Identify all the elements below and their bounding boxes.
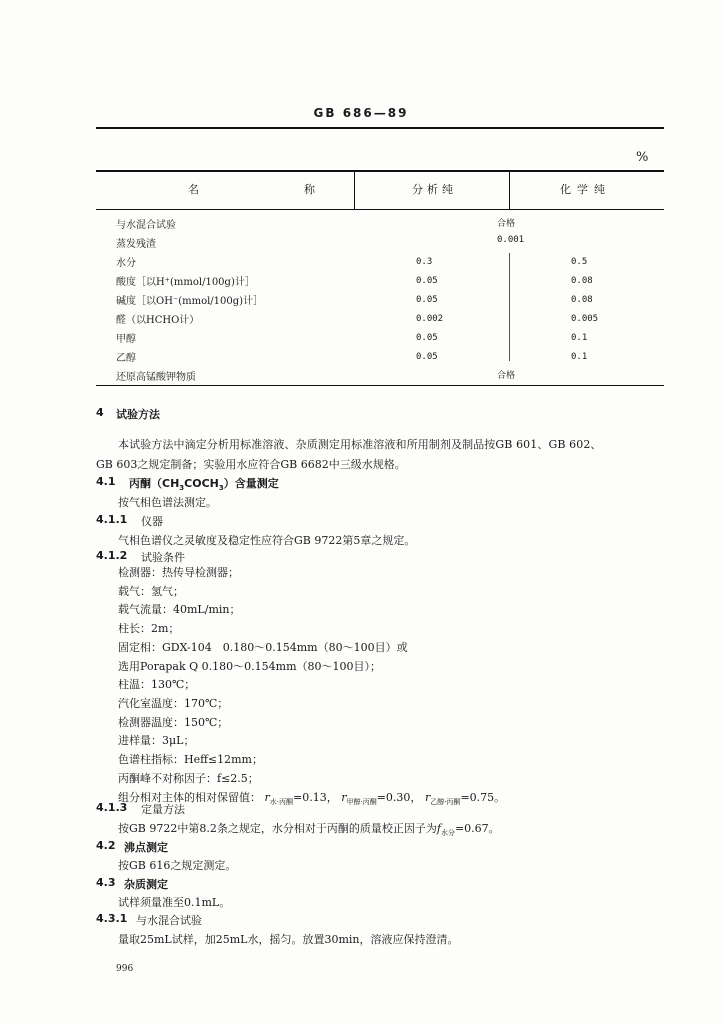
test-condition-item: 载气流量：40mL/min；	[118, 603, 241, 616]
section-4-2-title: 沸点测定	[124, 841, 168, 854]
test-condition-item: 进样量：3μL；	[118, 734, 195, 747]
table-header-name: 名 称	[188, 183, 333, 196]
table-row-name: 水分	[116, 258, 136, 269]
table-row-name: 乙醇	[116, 353, 136, 364]
table-row-merged-value: 合格	[497, 219, 516, 229]
relative-retention-line: 组分相对主体的相对保留值： $r_{水\cdot 丙酮}=0.13$， $r_{甲醇\cdot 丙酮}=0.30$， $r_{乙醇\cdot 丙酮}=0.75$。	[118, 791, 506, 807]
section-4-paragraph-line-2: GB 603之规定制备；实验用水应符合GB 6682中三级水规格。	[96, 458, 406, 471]
section-4-1-3-number: 4.1.3	[96, 801, 128, 814]
section-4-1-2-title: 试验条件	[141, 551, 185, 564]
table-row-name: 甲醇	[116, 334, 136, 345]
test-condition-item: 柱长：2m；	[118, 622, 180, 635]
table-row-ar-value: 0.05	[416, 352, 438, 362]
table-row-ar-value: 0.05	[416, 276, 438, 286]
table-bottom-rule	[96, 385, 664, 386]
test-condition-item: 载气：氢气；	[118, 585, 184, 598]
section-4-3-title: 杂质测定	[124, 878, 168, 891]
table-row-ar-value: 0.3	[416, 257, 433, 267]
section-4-3-number: 4.3	[96, 876, 116, 889]
test-condition-item: 色谱柱指标：Heff≤12mm；	[118, 753, 263, 766]
section-4-1-1-title: 仪器	[141, 515, 163, 528]
table-col-divider-2	[509, 171, 510, 209]
test-condition-item: 丙酮峰不对称因子：f≤2.5；	[118, 772, 259, 785]
section-4-1-number: 4.1	[96, 475, 116, 488]
section-4-1-1-text: 气相色谱仪之灵敏度及稳定性应符合GB 9722第5章之规定。	[118, 534, 416, 547]
test-condition-item: 固定相：GDX-104 0.180～0.154mm（80～100目）或	[118, 641, 408, 654]
section-4-1-2-number: 4.1.2	[96, 549, 128, 562]
table-row-name: 与水混合试验	[116, 220, 176, 231]
section-4-title: 试验方法	[116, 408, 160, 421]
table-row-cp-value: 0.08	[571, 295, 593, 305]
section-4-3-1-number: 4.3.1	[96, 912, 128, 925]
test-condition-item: 柱温：130℃；	[118, 678, 196, 691]
table-row-ar-value: 0.05	[416, 333, 438, 343]
section-4-1-3-text: 按GB 9722中第8.2条之规定，水分相对于丙酮的质量校正因子为$f_{水分}=0.67$。	[118, 822, 500, 838]
table-header-cp: 化学纯	[560, 183, 611, 196]
table-row-cp-value: 0.005	[571, 314, 599, 324]
section-4-3-1-text: 量取25mL试样，加25mL水，摇匀。放置30min，溶液应保持澄清。	[118, 933, 459, 946]
table-row-ar-value: 0.002	[416, 314, 444, 324]
test-condition-item: 选用Porapak Q 0.180～0.154mm（80～100目）；	[118, 660, 382, 673]
section-4-3-text: 试样须量准至0.1mL。	[118, 896, 231, 909]
table-row-name: 蒸发残渣	[116, 239, 156, 250]
table-header-ar: 分析纯	[412, 183, 457, 196]
table-unit: %	[636, 150, 649, 165]
table-row-ar-value: 0.05	[416, 295, 438, 305]
table-row-name: 碱度［以OH⁻(mmol/100g)计］	[116, 296, 264, 307]
section-4-1-title: 丙酮$(CH_3COCH_3)$含量测定	[129, 477, 279, 493]
section-4-1-3-title: 定量方法	[141, 803, 185, 816]
table-row-merged-value: 合格	[497, 371, 516, 381]
table-header-rule	[96, 209, 664, 210]
table-row-name: 酸度［以H⁺(mmol/100g)计］	[116, 277, 255, 288]
table-row-name: 还原高锰酸钾物质	[116, 372, 196, 383]
table-row-name: 醛（以HCHO计）	[116, 315, 200, 326]
page-number: 996	[116, 964, 134, 974]
section-4-2-number: 4.2	[96, 839, 116, 852]
section-4-number: 4	[96, 406, 104, 419]
table-top-rule	[96, 170, 664, 172]
section-4-1-1-number: 4.1.1	[96, 513, 128, 526]
table-body-divider	[509, 253, 510, 361]
table-row-cp-value: 0.5	[571, 257, 588, 267]
test-condition-item: 检测器温度：150℃；	[118, 716, 229, 729]
standard-code-header: GB 686—89	[313, 106, 409, 120]
test-condition-item: 汽化室温度：170℃；	[118, 697, 229, 710]
header-rule	[96, 127, 664, 129]
section-4-2-text: 按GB 616之规定测定。	[118, 859, 237, 872]
table-col-divider-1	[354, 171, 355, 209]
section-4-3-1-title: 与水混合试验	[136, 914, 202, 927]
section-4-paragraph-line-1: 本试验方法中滴定分析用标准溶液、杂质测定用标准溶液和所用制剂及制品按GB 601、GB 602、	[118, 438, 602, 451]
test-condition-item: 检测器：热传导检测器；	[118, 566, 239, 579]
table-row-cp-value: 0.1	[571, 352, 588, 362]
section-4-1-text: 按气相色谱法测定。	[118, 496, 217, 509]
table-row-cp-value: 0.1	[571, 333, 588, 343]
table-row-merged-value: 0.001	[497, 235, 525, 245]
table-row-cp-value: 0.08	[571, 276, 593, 286]
